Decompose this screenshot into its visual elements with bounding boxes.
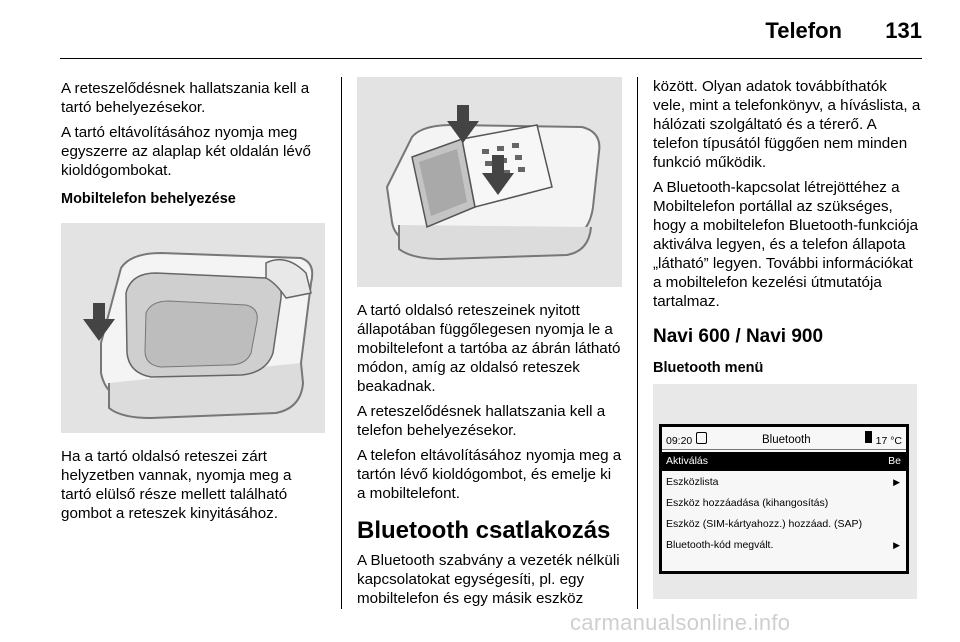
chevron-right-icon: ▶	[893, 477, 900, 487]
status-bar	[662, 427, 906, 450]
header-rule	[60, 58, 922, 59]
chevron-right-icon: ▶	[893, 540, 900, 550]
section-heading: Navi 600 / Navi 900	[653, 326, 824, 347]
column-2	[357, 77, 622, 614]
phone-insert-figure	[357, 77, 622, 287]
signal-icon	[865, 431, 872, 443]
menu-item-change-bluetooth-code[interactable]	[662, 536, 906, 555]
menu-item-label: Bluetooth-kód megvált.	[666, 539, 774, 551]
menu-item-label: Eszközlista	[666, 476, 719, 488]
paragraph: között. Olyan adatok továbbíthatók vele, mint a telefonkönyv, a híváslista, a hálózati szolgáltató és a térerő. A telefon típusától függően nem minden funkció működik.	[653, 78, 921, 171]
paragraph: A Bluetooth-kapcsolat létrejöttéhez a Mobiltelefon portállal az szükséges, hogy a mobiltelefon Bluetooth-funkciója aktiválva legyen, és a telefon állapota „látható” legyen. További információkat a mobiltelefon kezelési útmutatója tartalmaz.	[653, 179, 919, 310]
clock: 09:20	[666, 435, 693, 447]
paragraph: A tartó eltávolításához nyomja meg egyszerre az alaplap két oldalán lévő kioldógombokat.	[61, 124, 311, 179]
menu-item-label: Eszköz hozzáadása (kihangosítás)	[666, 497, 829, 509]
subheading: Mobiltelefon behelyezése	[61, 191, 236, 207]
menu-item-add-device-sap[interactable]	[662, 515, 906, 534]
column-divider-2	[637, 77, 638, 609]
display-content	[662, 427, 906, 571]
column-1	[61, 79, 326, 529]
menu-item-label: Aktiválás	[666, 455, 709, 467]
menu-title: Bluetooth	[762, 434, 811, 446]
column-divider-1	[341, 77, 342, 609]
phone-holder-open-figure	[61, 223, 325, 433]
watermark: carmanualsonline.info	[570, 610, 791, 635]
menu-item-label: Eszköz (SIM-kártyahozz.) hozzáad. (SAP)	[666, 518, 863, 530]
phone-holder-illustration	[61, 223, 325, 433]
phone-icon	[696, 432, 707, 444]
paragraph: A tartó oldalsó reteszeinek nyitott állapotában függőlegesen nyomja le a mobiltelefont a tartóba az ábrán látható módon, amíg az oldalsó reteszek beakadnak.	[357, 302, 621, 395]
menu-item-value: Be	[888, 455, 901, 467]
paragraph: A Bluetooth szabvány a vezeték nélküli kapcsolatokat egységesíti, pl. egy mobiltelefon és egy másik eszköz	[357, 552, 620, 607]
temperature: 17 °C	[875, 435, 902, 447]
paragraph: A reteszelődésnek hallatszania kell a tartó behelyezésekor.	[61, 80, 310, 116]
page-title: Telefon	[765, 18, 842, 43]
bluetooth-menu-screen-figure	[653, 384, 917, 599]
paragraph: A telefon eltávolításához nyomja meg a tartón lévő kioldógombot, és emelje ki a mobiltelefont.	[357, 447, 622, 502]
page-header	[0, 0, 960, 60]
column-3	[653, 77, 921, 599]
menu-item-activation[interactable]	[662, 452, 906, 471]
phone-insert-illustration	[357, 77, 622, 287]
section-heading: Bluetooth csatlakozás	[357, 517, 611, 544]
subheading: Bluetooth menü	[653, 360, 764, 376]
paragraph: Ha a tartó oldalsó reteszei zárt helyzetben vannak, nyomja meg a tartó elülső része mellett található gombot a reteszek kinyitásához.	[61, 448, 292, 522]
display-screen	[659, 424, 909, 574]
paragraph: A reteszelődésnek hallatszania kell a telefon behelyezésekor.	[357, 403, 606, 439]
menu-item-add-device-handsfree[interactable]	[662, 494, 906, 513]
menu-item-device-list[interactable]	[662, 473, 906, 492]
page-number: 131	[885, 18, 922, 43]
